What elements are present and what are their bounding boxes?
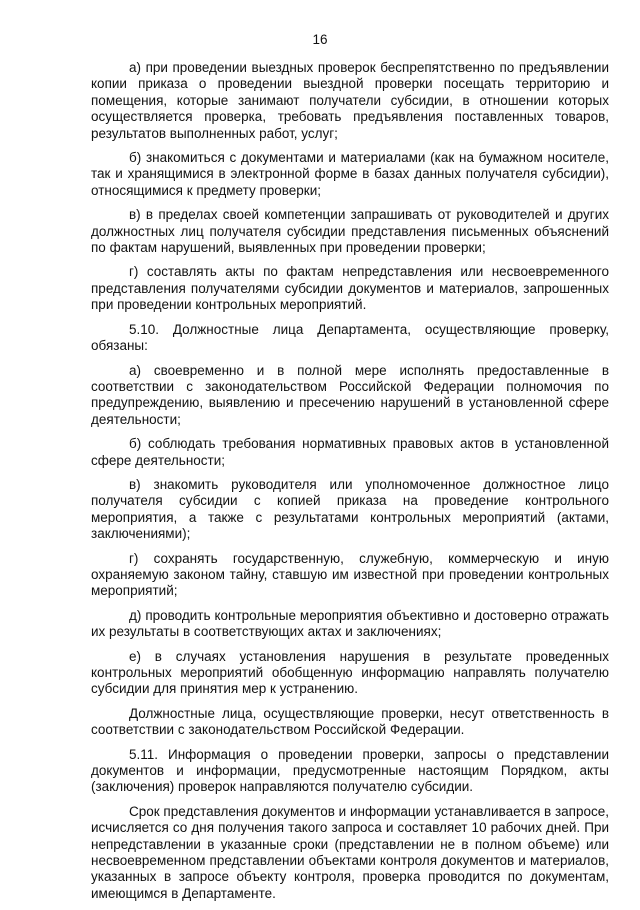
paragraph-item-a-inspection-access: а) при проведении выездных проверок беспрепятственно по предъявлении копии приказа о проведении выездной проверки посещать территорию и помещения, которые занимают получатели субсидии, в отношении которых осуществляется проверка, требовать предъявления поставленных товаров, результатов выполненных работ, услуг;	[91, 60, 609, 141]
paragraph-duty-d: д) проводить контрольные мероприятия объективно и достоверно отражать их результаты в соответствующих актах и заключениях;	[91, 607, 609, 640]
paragraph-section-5-10: 5.10. Должностные лица Департамента, осуществляющие проверку, обязаны:	[91, 321, 609, 354]
page-number: 16	[312, 32, 328, 47]
document-body	[91, 60, 609, 910]
paragraph-duty-b: б) соблюдать требования нормативных правовых актов в установленной сфере деятельности;	[91, 436, 609, 468]
paragraph-duty-v: в) знакомить руководителя или уполномоченное должностное лицо получателя субсидии с копией приказа на проведение контрольного мероприятия, а также с результатами контрольных мероприятий (актами, заключениями);	[91, 476, 609, 542]
paragraph-item-g-draw-acts: г) составлять акты по фактам непредставления или несвоевременного представления получателями субсидии документов и материалов, запрошенных при проведении контрольных мероприятий.	[91, 264, 609, 313]
paragraph-section-5-11: 5.11. Информация о проведении проверки, запросы о представлении документов и информации, предусмотренные настоящим Порядком, акты (заключения) проверок направляются получателю субсидии.	[91, 746, 609, 795]
paragraph-item-v-request-explanations: в) в пределах своей компетенции запрашивать от руководителей и других должностных лиц получателя субсидии представления письменных объяснений по фактам нарушений, выявленных при проведении проверки;	[91, 207, 609, 256]
paragraph-deadline: Срок представления документов и информации устанавливается в запросе, исчисляется со дня получения такого запроса и составляет 10 рабочих дней. При непредставлении в указанные сроки (представлении не в полном объеме) или несвоевременном представлении объектами контроля документов и материалов, указанных в запросе объекту контроля, проверка проводится по документам, имеющимся в Департаменте.	[91, 803, 609, 901]
paragraph-item-b-review-documents: б) знакомиться с документами и материалами (как на бумажном носителе, так и хранящимися в электронной форме в базах данных получателя субсидии), относящимися к предмету проверки;	[91, 150, 609, 198]
paragraph-responsibility: Должностные лица, осуществляющие проверки, несут ответственность в соответствии с законодательством Российской Федерации.	[91, 705, 609, 738]
paragraph-duty-a: а) своевременно и в полной мере исполнять предоставленные в соответствии с законодательством Российской Федерации полномочия по предупреждению, выявлению и пресечению нарушений в установленной сфере деятельности;	[91, 362, 609, 427]
paragraph-duty-e: е) в случаях установления нарушения в результате проведенных контрольных мероприятий обобщенную информацию направлять получателю субсидии для принятия мер к устранению.	[91, 648, 609, 697]
paragraph-duty-g: г) сохранять государственную, служебную, коммерческую и иную охраняемую законом тайну, ставшую им известной при проведении контрольных мероприятий;	[91, 550, 609, 599]
